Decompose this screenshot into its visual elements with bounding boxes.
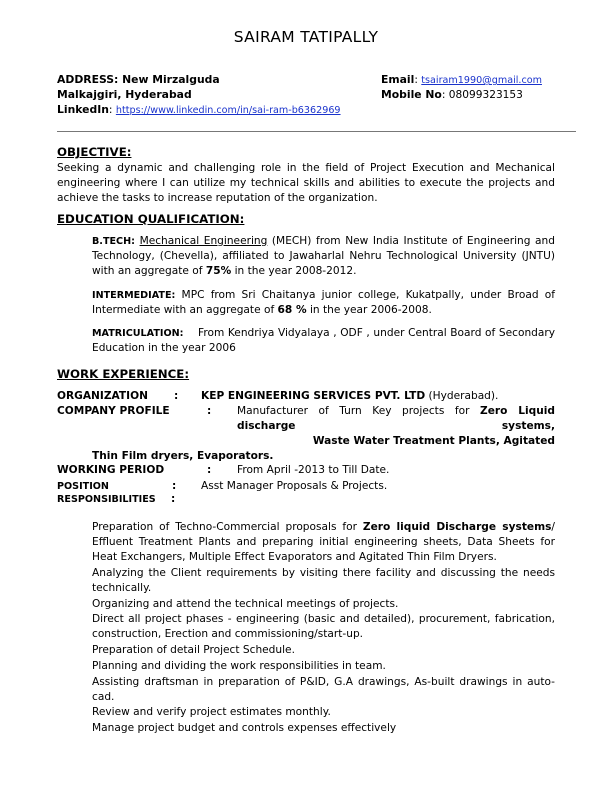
responsibility-item	[92, 566, 555, 596]
objective-text: Seeking a dynamic and challenging role in the field of Project Execution and Mechanical engineering where I can utilize my technical skills and abilities to execute the projects and achieve the tasks to increase reputation of the organization.	[57, 162, 555, 204]
linkedin-line	[57, 102, 341, 118]
education-item-matriculation	[92, 326, 559, 356]
email-separator: :	[414, 74, 418, 86]
education-item-intermediate	[92, 288, 555, 318]
org-label: ORGANIZATION	[57, 390, 148, 402]
address-value-1: New Mirzalguda	[122, 73, 220, 86]
responsibility-text: Review and verify project estimates monthly.	[92, 706, 331, 718]
mobile-value: : 08099323153	[441, 89, 523, 101]
email-link[interactable]: tsairam1990@gmail.com	[421, 75, 542, 86]
work-heading: WORK EXPERIENCE:	[57, 367, 190, 381]
mobile-line	[381, 87, 523, 103]
education-year: in the year 2006-2008.	[306, 304, 432, 316]
education-heading: EDUCATION QUALIFICATION:	[57, 212, 245, 226]
candidate-name: SAIRAM TATIPALLY	[233, 28, 379, 46]
responsibility-text-continued: / Effluent Treatment Plants and preparing initial engineering sheets, Data Sheets for Heat Exchangers, Multiple Effect Evaporators and Agitated Thin Film Dryers.	[92, 521, 555, 563]
responsibility-text: Preparation of detail Project Schedule.	[92, 644, 295, 656]
profile-wastewater: Waste Water Treatment Plants, Agitated	[312, 435, 555, 447]
education-detail: MPC from Sri Chaitanya junior college, Kukatpally, under Broad of Intermediate with an aggregate of	[92, 289, 555, 316]
responsibility-item	[92, 597, 555, 612]
period-label: WORKING PERIOD	[57, 464, 165, 476]
education-grade: 75%	[205, 265, 232, 277]
responsibility-text: Assisting draftsman in preparation of P&ID, G.A drawings, As-built drawings in auto-cad.	[92, 676, 555, 703]
education-major: Mechanical Engineering	[139, 235, 268, 247]
linkedin-separator: :	[108, 104, 113, 116]
org-colon: :	[174, 390, 179, 402]
education-label: B.TECH:	[92, 236, 135, 247]
profile-dryers: Thin Film dryers, Evaporators.	[92, 450, 274, 462]
email-line	[381, 72, 542, 88]
responsibility-text: Manage project budget and controls expenses effectively	[92, 722, 397, 734]
responsibility-text: Preparation of Techno-Commercial proposals for	[92, 521, 363, 533]
profile-description: Manufacturer of Turn Key projects for	[237, 405, 470, 417]
address-line-2: Malkajgiri, Hyderabad	[57, 88, 192, 101]
org-value	[201, 389, 498, 404]
responsibility-text: Analyzing the Client requirements by visiting there facility and discussing the needs technically.	[92, 567, 555, 594]
education-label: INTERMEDIATE:	[92, 290, 176, 301]
position-value: Asst Manager Proposals & Projects.	[201, 480, 388, 492]
email-label: Email	[381, 73, 415, 86]
responsibility-item	[92, 643, 555, 658]
education-label: MATRICULATION:	[92, 328, 184, 339]
period-value: From April -2013 to Till Date.	[237, 464, 390, 476]
responsibility-item	[92, 520, 555, 565]
responsibility-item	[92, 721, 555, 736]
responsibility-text: Planning and dividing the work responsibilities in team.	[92, 660, 386, 672]
responsibility-text: Organizing and attend the technical meetings of projects.	[92, 598, 399, 610]
responsibility-item	[92, 659, 555, 674]
education-detail: (MECH) from New India Institute of Engineering and Technology, (Chevella), affiliated to Jawaharlal Nehru Technological University (JNTU) with an aggregate of	[92, 235, 555, 277]
org-name: KEP ENGINEERING SERVICES PVT. LTD	[201, 390, 426, 402]
address-label: ADDRESS:	[57, 73, 119, 86]
responsibilities-label: RESPONSIBILITIES	[57, 494, 156, 505]
linkedin-link[interactable]: https://www.linkedin.com/in/sai-ram-b6362969	[115, 105, 341, 116]
responsibility-highlight: Zero liquid Discharge systems	[362, 521, 552, 533]
responsibilities-colon: :	[171, 493, 176, 505]
education-grade: 68 %	[277, 304, 307, 316]
profile-zero-liquid: Zero Liquid discharge systems,	[237, 405, 555, 432]
address-line-1	[57, 72, 220, 87]
position-label: POSITION	[57, 481, 109, 492]
mobile-label: Mobile No	[381, 88, 442, 101]
objective-heading: OBJECTIVE:	[57, 145, 132, 159]
profile-text	[237, 404, 555, 434]
org-city: (Hyderabad).	[425, 390, 499, 402]
header-divider	[57, 131, 576, 132]
responsibility-item	[92, 705, 555, 720]
period-colon: :	[207, 464, 212, 476]
profile-label: COMPANY PROFILE	[57, 405, 170, 417]
linkedin-label: LinkedIn	[57, 103, 109, 116]
profile-colon: :	[207, 405, 212, 417]
responsibility-item	[92, 675, 555, 705]
education-year: in the year 2008-2012.	[231, 265, 357, 277]
responsibility-text: Direct all project phases - engineering (basic and detailed), procurement, fabrication, construction, Erection and commissioning/start-up.	[92, 613, 555, 640]
education-detail: From Kendriya Vidyalaya , ODF , under Central Board of Secondary Education in the year 2006	[92, 327, 559, 354]
position-colon: :	[172, 480, 177, 492]
education-item-btech	[92, 234, 555, 279]
responsibility-item	[92, 612, 555, 642]
